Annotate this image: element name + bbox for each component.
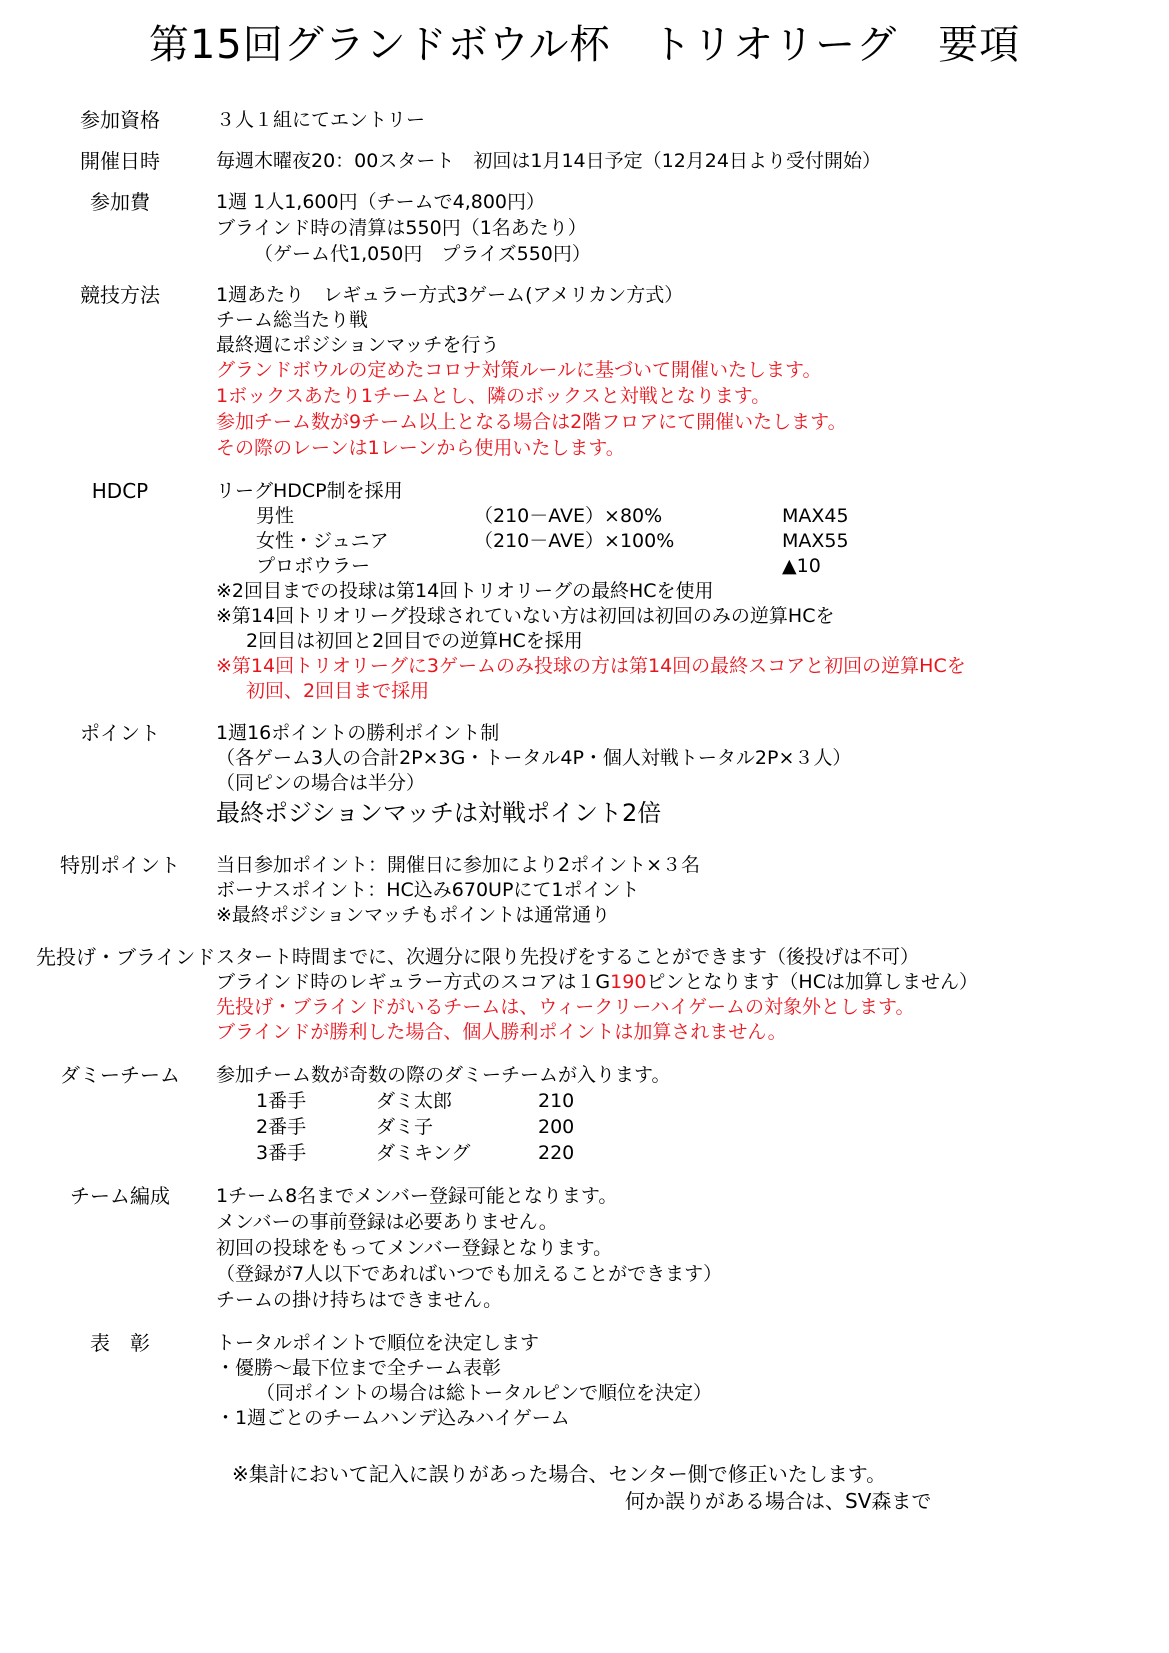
label-hdcp: HDCP [91,479,149,503]
special-line: ボーナスポイント：HC込み670UPにて1ポイント [216,879,640,901]
points-emphasis: 最終ポジションマッチは対戦ポイント2倍 [216,799,662,827]
award-line: ・優勝～最下位まで全チーム表彰 [216,1357,502,1379]
qualification-line: ３人１組にてエントリー [216,109,426,131]
hdcp-row-name: プロボウラー [256,555,371,577]
hdcp-row-name: 男性 [256,505,295,527]
hdcp-row-max: MAX55 [782,530,849,552]
blind-red-line: 先投げ・ブラインドがいるチームは、ウィークリーハイゲームの対象外とします。 [216,996,915,1018]
dummy-name: ダミ子 [376,1116,434,1138]
dummy-name: ダミ太郎 [376,1090,453,1112]
special-line: 当日参加ポイント：開催日に参加により2ポイント×３名 [216,854,701,876]
method-red-line: その際のレーンは1レーンから使用いたします。 [216,437,625,459]
award-line: （同ポイントの場合は総トータルピンで順位を決定） [256,1382,713,1404]
page-title: 第15回グランドボウル杯 トリオリーグ 要項 [148,22,1021,68]
blind-line [216,969,978,995]
hdcp-row-name: 女性・ジュニア [256,530,389,552]
hdcp-note: 2回目は初回と2回目での逆算HCを採用 [246,630,583,652]
dummy-order: 1番手 [256,1090,307,1112]
blind-red-line: ブラインドが勝利した場合、個人勝利ポイントは加算されません。 [216,1021,787,1043]
fee-line: （ゲーム代1,050円 プライズ550円） [254,243,591,265]
special-line: ※最終ポジションマッチもポイントは通常通り [216,904,611,926]
hdcp-row-max: ▲10 [782,555,821,577]
hdcp-note: ※第14回トリオリーグ投球されていない方は初回は初回のみの逆算HCを [216,605,835,627]
label-points: ポイント [80,721,160,745]
hdcp-note: ※2回目までの投球は第14回トリオリーグの最終HCを使用 [216,580,714,602]
award-line: トータルポイントで順位を決定します [216,1332,540,1354]
hdcp-row-max: MAX45 [782,505,849,527]
award-line: ・1週ごとのチームハンデ込みハイゲーム [216,1407,570,1429]
blind-line-text: ピンとなります（HCは加算しません） [646,971,978,993]
label-special: 特別ポイント [60,853,180,877]
label-method: 競技方法 [80,283,160,307]
blind-line-text: ブラインド時のレギュラー方式のスコアは１G [216,971,611,993]
label-dummy: ダミーチーム [60,1063,180,1087]
hdcp-row-formula: （210－AVE）×80% [474,505,663,527]
team-line: （登録が7人以下であればいつでも加えることができます） [216,1263,723,1285]
label-award: 表 彰 [90,1331,150,1355]
method-line: 1週あたり レギュラー方式3ゲーム(アメリカン方式） [216,284,684,306]
hdcp-red-note: ※第14回トリオリーグに3ゲームのみ投球の方は第14回の最終スコアと初回の逆算HCを [216,655,966,677]
method-red-line: グランドボウルの定めたコロナ対策ルールに基づいて開催いたします。 [216,359,822,381]
blind-line: スタート時間までに、次週分に限り先投げをすることができます（後投げは不可） [216,946,920,968]
dummy-order: 3番手 [256,1142,307,1164]
label-team: チーム編成 [70,1184,170,1208]
points-line: （同ピンの場合は半分） [216,772,426,794]
hdcp-row-formula: （210－AVE）×100% [474,530,675,552]
dummy-intro: 参加チーム数が奇数の際のダミーチームが入ります。 [216,1064,671,1086]
method-red-line: 参加チーム数が9チーム以上となる場合は2階フロアにて開催いたします。 [216,411,847,433]
dummy-name: ダミキング [376,1142,471,1164]
method-line: 最終週にポジションマッチを行う [216,334,500,356]
label-schedule: 開催日時 [80,149,160,173]
label-qualification: 参加資格 [80,108,160,132]
points-line: （各ゲーム3人の合計2P×3G・トータル4P・個人対戦トータル2P×３人） [216,747,852,769]
team-line: 初回の投球をもってメンバー登録となります。 [216,1237,613,1259]
team-line: チームの掛け持ちはできません。 [216,1289,503,1311]
fee-line: ブラインド時の清算は550円（1名あたり） [216,217,587,239]
dummy-score: 200 [538,1116,575,1138]
dummy-score: 220 [538,1142,575,1164]
hdcp-intro: リーグHDCP制を採用 [216,480,403,502]
fee-line: 1週 1人1,600円（チームで4,800円） [216,191,546,213]
label-fee: 参加費 [90,190,150,214]
label-blind: 先投げ・ブラインド [36,945,216,969]
footer-contact: 何か誤りがある場合は、SV森まで [625,1489,932,1513]
method-red-line: 1ボックスあたり1チームとし、隣のボックスと対戦となります。 [216,385,771,407]
dummy-score: 210 [538,1090,575,1112]
method-line: チーム総当たり戦 [216,309,369,331]
schedule-line: 毎週木曜夜20：00スタート 初回は1月14日予定（12月24日より受付開始） [216,150,881,172]
hdcp-red-note: 初回、2回目まで採用 [246,680,430,702]
dummy-order: 2番手 [256,1116,307,1138]
team-line: メンバーの事前登録は必要ありません。 [216,1211,558,1233]
points-line: 1週16ポイントの勝利ポイント制 [216,722,500,744]
team-line: 1チーム8名までメンバー登録可能となります。 [216,1185,618,1207]
footer-note: ※集計において記入に誤りがあった場合、センター側で修正いたします。 [232,1462,887,1486]
blind-score-value: 190 [610,971,647,993]
